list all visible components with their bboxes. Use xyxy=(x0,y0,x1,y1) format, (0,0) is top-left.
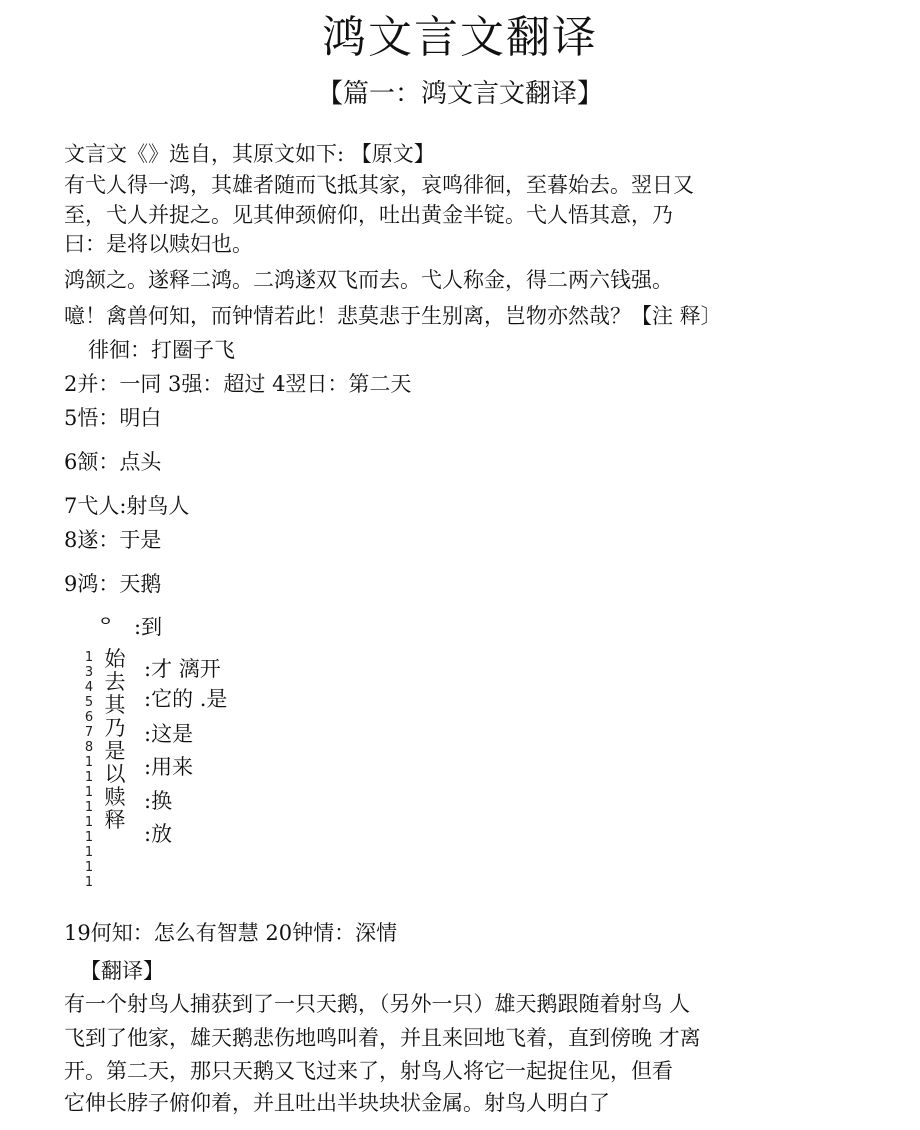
note-line: 2并：一同 3强：超过 4翌日：第二天 xyxy=(64,372,412,396)
note-number: 6 xyxy=(84,710,94,725)
note-term: 赎 xyxy=(104,785,126,809)
note-line: 9鸿：天鹅 xyxy=(64,572,162,596)
translation-line: 开。第二天，那只天鹅又飞过来了，射鸟人将它一起捉住见，但看 xyxy=(64,1059,673,1083)
vertical-note-terms xyxy=(102,648,128,832)
note-number: 3 xyxy=(84,665,94,680)
note-number: 7 xyxy=(84,725,94,740)
note-number: 4 xyxy=(84,680,94,695)
note-line: 8遂：于是 xyxy=(64,528,162,552)
note-di-text: :到 xyxy=(134,615,163,639)
translation-heading: 【翻译】 xyxy=(80,959,164,983)
note-definition: :这是 xyxy=(144,722,194,746)
note-definition: :换 xyxy=(144,789,173,813)
note-number: 1 xyxy=(84,875,94,890)
note-term: 始 xyxy=(104,647,126,671)
note-number: 1 xyxy=(84,830,94,845)
note-di-glyph: ᄋ xyxy=(96,615,116,639)
translation-line: 它伸长脖子俯仰着，并且吐出半块块状金属。射鸟人明白了 xyxy=(64,1091,610,1115)
note-term: 释 xyxy=(104,808,126,832)
document-subtitle: 【篇一：鸿文言文翻译】 xyxy=(316,79,603,109)
note-number: 1 xyxy=(84,785,94,800)
note-term: 是 xyxy=(104,739,126,763)
note-number: 5 xyxy=(84,695,94,710)
note-definition: :放 xyxy=(144,822,173,846)
original-line: 鸿颔之。遂释二鸿。二鸿遂双飞而去。弋人称金，得二两六钱强。 xyxy=(64,268,673,292)
original-line: 噫！禽兽何知，而钟情若此！悲莫悲于生别离，岂物亦然哉？【注 释〕 xyxy=(64,304,722,328)
note-term: 乃 xyxy=(104,716,126,740)
note-number: 1 xyxy=(84,815,94,830)
note-number: 1 xyxy=(84,770,94,785)
translation-line: 有一个射鸟人捕获到了一只天鹅，（另外一只）雄天鹅跟随着射鸟 人 xyxy=(64,992,691,1016)
note-term: 去 xyxy=(104,670,126,694)
note-number: 1 xyxy=(84,860,94,875)
translation-line: 飞到了他家，雄天鹅悲伤地鸣叫着，并且来回地飞着，直到傍晚 才离 xyxy=(64,1026,701,1050)
note-number: 1 xyxy=(84,800,94,815)
note-line: 6颔：点头 xyxy=(64,450,162,474)
vertical-note-numbers xyxy=(80,650,98,890)
intro-line: 文言文《》选自，其原文如下: 【原文】 xyxy=(64,142,435,166)
note-line: 徘徊：打圈子飞 xyxy=(88,338,235,362)
note-number: 1 xyxy=(84,650,94,665)
document-title: 鸿文言文翻译 xyxy=(322,12,598,63)
note-definition: :用来 xyxy=(144,755,194,779)
original-line: 至，弋人并捉之。见其伸颈俯仰，吐出黄金半锭。弋人悟其意，乃 xyxy=(64,203,673,227)
note-line: 5悟：明白 xyxy=(64,406,162,430)
note-term: 其 xyxy=(104,693,126,717)
note-definition: :它的 .是 xyxy=(144,687,228,711)
note-line: 7弋人:射鸟人 xyxy=(64,494,190,518)
note-term: 以 xyxy=(104,762,126,786)
note-number: 8 xyxy=(84,740,94,755)
note-line: 19何知：怎么有智慧 20钟情：深情 xyxy=(64,921,398,945)
note-number: 1 xyxy=(84,845,94,860)
original-line: 有弋人得一鸿，其雄者随而飞抵其家，哀鸣徘徊，至暮始去。翌日又 xyxy=(64,173,694,197)
note-number: 1 xyxy=(84,755,94,770)
note-definition: :才 漓开 xyxy=(144,657,221,681)
original-line: 曰：是将以赎妇也。 xyxy=(64,232,253,256)
